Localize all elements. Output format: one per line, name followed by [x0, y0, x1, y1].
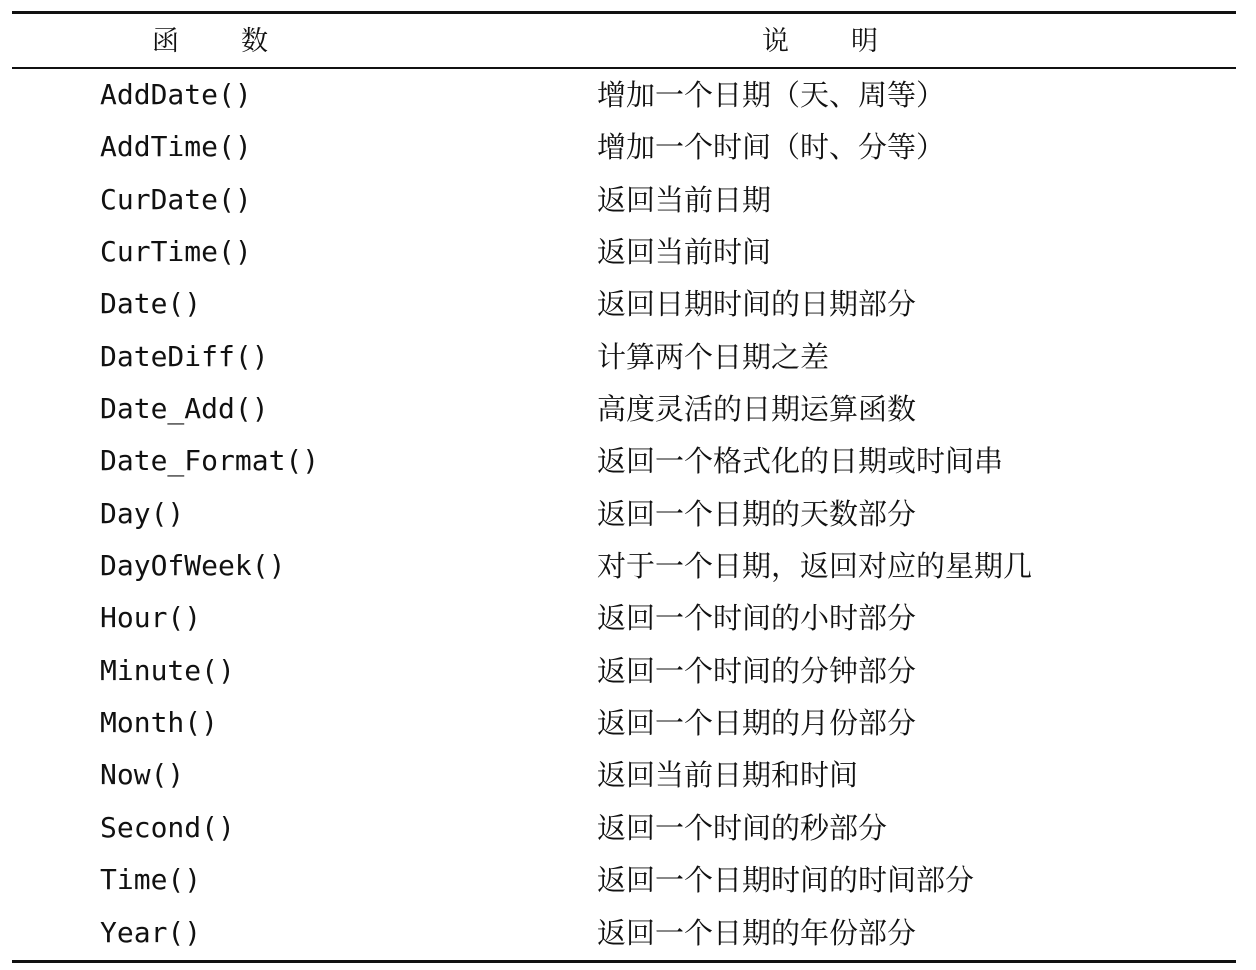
table-bottom-rule: [12, 960, 1236, 963]
table-row: [0, 908, 1256, 960]
table-row: [0, 384, 1256, 436]
function-description: 返回一个格式化的日期或时间串: [597, 444, 1004, 479]
function-name: AddTime(): [100, 130, 252, 164]
function-description: 返回一个时间的分钟部分: [597, 653, 917, 688]
table-row: [0, 279, 1256, 331]
function-name: DayOfWeek(): [100, 549, 286, 583]
function-description: 高度灵活的日期运算函数: [597, 392, 917, 427]
function-description: 返回一个时间的小时部分: [597, 601, 917, 636]
function-name: Second(): [100, 810, 235, 844]
table-row: [0, 541, 1256, 593]
function-name: CurDate(): [100, 182, 252, 216]
table-body: [0, 70, 1256, 960]
function-description: 返回日期时间的日期部分: [597, 287, 917, 322]
table-row: [0, 646, 1256, 698]
function-description: 返回一个日期的天数部分: [597, 496, 917, 531]
function-description: 增加一个时间（时、分等）: [597, 130, 946, 165]
function-description: 返回当前日期和时间: [597, 758, 859, 793]
function-description: 对于一个日期，返回对应的星期几: [597, 549, 1033, 584]
function-name: DateDiff(): [100, 339, 269, 373]
function-description: 返回一个日期的月份部分: [597, 706, 917, 741]
table-row: [0, 489, 1256, 541]
function-name: Hour(): [100, 601, 202, 635]
function-name: Minute(): [100, 653, 235, 687]
function-name: AddDate(): [100, 78, 252, 111]
function-name: Now(): [100, 758, 185, 792]
function-name: Time(): [100, 863, 202, 897]
function-description: 返回当前日期: [597, 182, 772, 217]
function-description: 返回一个日期时间的时间部分: [597, 863, 975, 898]
function-description: 返回一个日期的年份部分: [597, 915, 917, 950]
header-function: 函数: [152, 26, 330, 57]
function-description: 返回一个时间的秒部分: [597, 810, 888, 845]
function-name: Date_Add(): [100, 392, 269, 426]
table-row: [0, 698, 1256, 750]
table-row: [0, 175, 1256, 227]
function-name: Year(): [100, 915, 202, 949]
function-name: Month(): [100, 706, 219, 740]
function-name: CurTime(): [100, 235, 252, 269]
function-description: 返回当前时间: [597, 235, 772, 270]
table-row: [0, 803, 1256, 855]
table-row: [0, 855, 1256, 907]
table-row: [0, 593, 1256, 645]
table-row: [0, 332, 1256, 384]
function-name: Day(): [100, 496, 185, 530]
header-description: 说明: [762, 26, 940, 57]
function-description: 增加一个日期（天、周等）: [597, 78, 946, 112]
function-name: Date(): [100, 287, 202, 321]
table-row: [0, 70, 1256, 122]
table-header-rule: [12, 67, 1236, 69]
table-row: [0, 436, 1256, 488]
table-header: [12, 14, 1236, 67]
function-name: Date_Format(): [100, 444, 320, 478]
table-row: [0, 750, 1256, 802]
function-description: 计算两个日期之差: [597, 339, 830, 374]
table-row: [0, 122, 1256, 174]
table-row: [0, 227, 1256, 279]
